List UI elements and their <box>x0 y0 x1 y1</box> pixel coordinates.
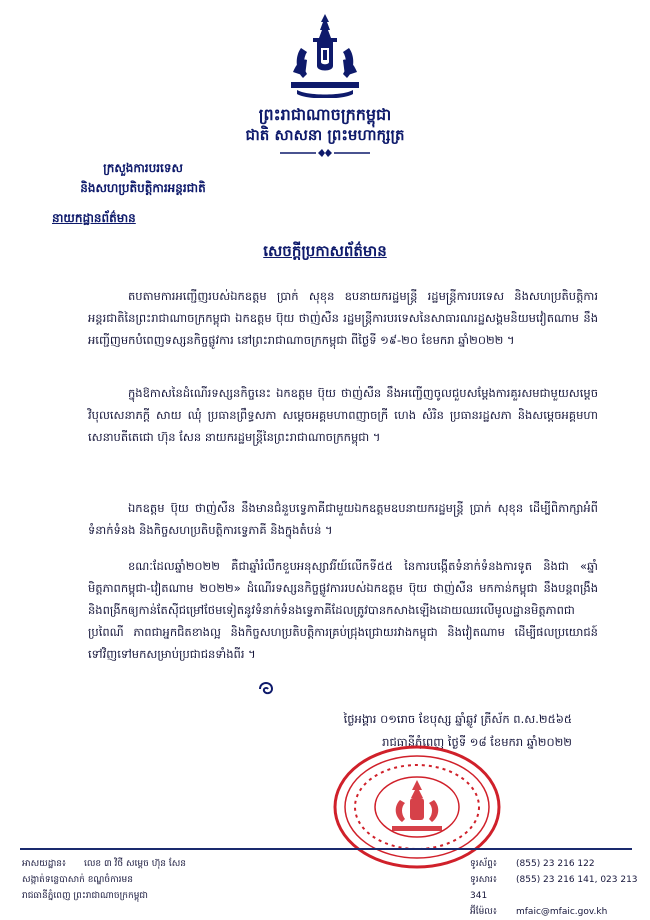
fax-label: ទូរសារ៖ <box>470 875 497 885</box>
document-title: សេចក្តីប្រកាសព័ត៌មាន <box>263 242 387 260</box>
email-link[interactable]: mfaic@mfaic.gov.kh <box>516 907 608 917</box>
closing-mark-icon <box>256 675 278 697</box>
footer-divider <box>20 848 632 850</box>
royal-coat-of-arms-emblem <box>283 12 367 98</box>
paragraph-3: ឯកឧត្តម ប៊ុយ ថាញ់សឺន នឹងមានជំនួបទ្វេភាគីជាមួយឯកឧត្តមឧបនាយករដ្ឋមន្ត្រី ប្រាក់ សុខុន ដើម្បីពិភាក្សាអំពីទំនាក់ទំនង និងកិច្ចសហប្រតិបត្តិការទ្វេភាគី និងក្នុងតំបន់ ។ <box>88 501 598 537</box>
phone-label: ទូរស័ព្ទ៖ <box>470 859 497 869</box>
phone-value: (855) 23 216 122 <box>516 859 595 869</box>
paragraph-4: ខណៈដែលឆ្នាំ២០២២ គឺជាឆ្នាំរំលឹកខួបអនុស្សាវរីយ៍លើកទី៥៥ នៃការបង្កើតទំនាក់ទំនងការទូត និងជា «ឆ្នាំមិត្តភាពកម្ពុជា-វៀតណាម ២០២២» ដំណើរទស្សនកិច្ចផ្លូវការរបស់ឯកឧត្តម ប៊ុយ ថាញ់សឺន មកកាន់កម្ពុជា នឹងបន្តពង្រឹង និងពង្រីកឲ្យកាន់តែស៊ីជម្រៅថែមទៀតនូវទំនាក់ទំនងទ្វេភាគីដែលត្រូវបានកសាងឡើងដោយឈរលើមូលដ្ឋានមិត្តភាពជាប្រពៃណី ភាពជាអ្នកជិតខាងល្អ និងកិច្ចសហប្រតិបត្តិការគ្រប់ជ្រុងជ្រោយរវាងកម្ពុជា និងវៀតណាម ដើម្បីផលប្រយោជន៍ទៅវិញទៅមកសម្រាប់ប្រជាជនទាំងពីរ ។ <box>88 559 598 661</box>
paragraph-1: តបតាមការអញ្ជើញរបស់ឯកឧត្តម ប្រាក់ សុខុន ឧបនាយករដ្ឋមន្ត្រី រដ្ឋមន្ត្រីការបរទេស និងសហប្រតិបត្តិការអន្តរជាតិនៃព្រះរាជាណាចក្រកម្ពុជា ឯកឧត្តម ប៊ុយ ថាញ់សឺន រដ្ឋមន្ត្រីការបរទេសនៃសាធារណរដ្ឋសង្គមនិយមវៀតណាម នឹងអញ្ជើញមកបំពេញទស្សនកិច្ចផ្លូវការ នៅព្រះរាជាណាចក្រកម្ពុជា ពីថ្ងៃទី ១៩-២០ ខែមករា ឆ្នាំ២០២២ ។ <box>88 289 598 347</box>
department-name: នាយកដ្ឋានព័ត៌មាន <box>52 211 136 225</box>
footer-address-block <box>22 856 186 904</box>
national-motto-heading: ជាតិ សាសនា ព្រះមហាក្សត្រ <box>245 126 405 144</box>
ministry-name-line2: និងសហប្រតិបត្តិការអន្តរជាតិ <box>80 181 206 195</box>
address-value: លេខ ៣ វិថី សម្តេច ហ៊ុន សែន <box>84 859 186 869</box>
ministry-name-line1: ក្រសួងការបរទេស <box>103 161 183 175</box>
ornament-divider-icon <box>278 148 372 158</box>
kingdom-name-heading: ព្រះរាជាណាចក្រកម្ពុជា <box>258 105 392 124</box>
address-label: អាសយដ្ឋាន៖ <box>22 859 66 869</box>
fax-value: (855) 23 216 141, 023 213 341 <box>470 875 638 901</box>
address-line-3: រាជធានីភ្នំពេញ ព្រះរាជាណាចក្រកម្ពុជា <box>22 891 148 901</box>
address-line-2: សង្កាត់ទន្លេបាសាក់ ខណ្ឌចំការមន <box>22 875 133 885</box>
lunar-date: ថ្ងៃអង្គារ ០១រោច ខែបុស្ស ឆ្នាំឆ្លូវ ត្រីស័ក ព.ស.២៥៦៥ <box>343 712 572 726</box>
footer-contact-block <box>470 856 650 920</box>
solar-date: រាជធានីភ្នំពេញ ថ្ងៃទី ១៨ ខែមករា ឆ្នាំ២០២២ <box>382 735 572 749</box>
official-red-seal-stamp <box>330 742 505 872</box>
email-label: អ៊ីម៉ែល៖ <box>470 907 497 917</box>
paragraph-2: ក្នុងឱកាសនៃដំណើរទស្សនកិច្ចនេះ ឯកឧត្តម ប៊ុយ ថាញ់សឺន នឹងអញ្ជើញចូលជួបសម្តែងការគួរសមជាមួយសម្តេចវិបុលសេនាភក្តី សាយ ឈុំ ប្រធានព្រឹទ្ធសភា សម្តេចអគ្គមហាពញាចក្រី ហេង សំរិន ប្រធានរដ្ឋសភា និងសម្តេចអគ្គមហាសេនាបតីតេជោ ហ៊ុន សែន នាយករដ្ឋមន្ត្រីនៃព្រះរាជាណាចក្រកម្ពុជា ។ <box>88 386 598 444</box>
